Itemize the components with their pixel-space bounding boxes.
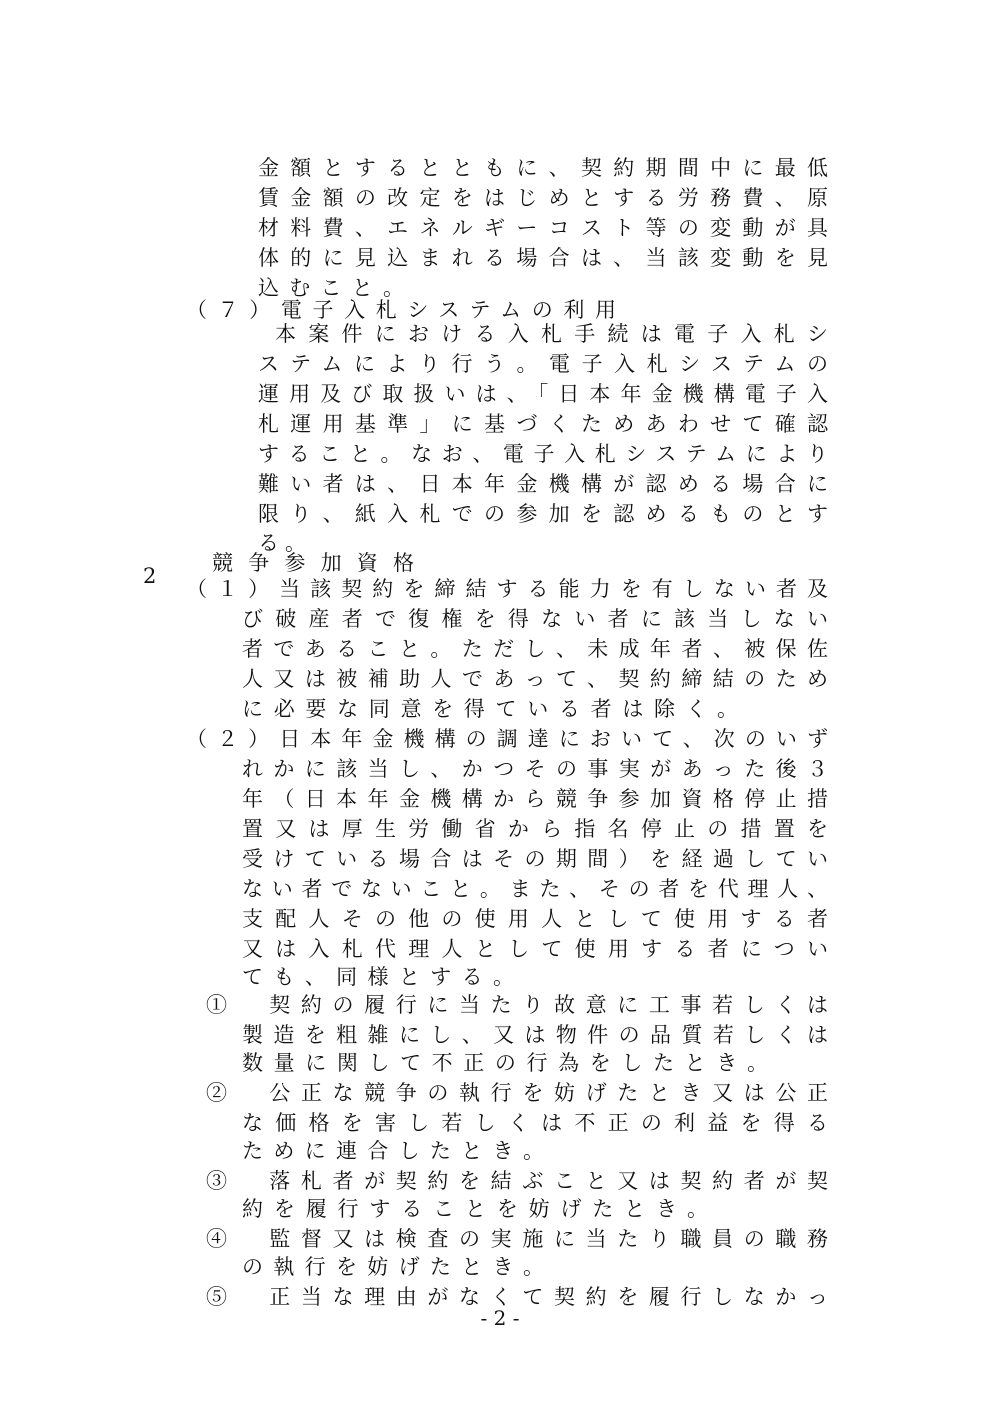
text-line: 人又は被補助人であって、契約締結のため — [242, 667, 839, 691]
text-line: ③ 落札者が契約を結ぶこと又は契約者が契 — [206, 1169, 839, 1193]
text-line: 約を履行することを妨げたとき。 — [242, 1197, 719, 1221]
text-line: 賃金額の改定をはじめとする労務費、原 — [258, 186, 840, 210]
text-line: 金額とするとともに、契約期間中に最低 — [258, 156, 840, 180]
text-line: 体的に見込まれる場合は、当該変動を見 — [258, 246, 840, 270]
text-line: な価格を害し若しくは不正の利益を得る — [242, 1111, 841, 1135]
text-line: すること。なお、電子入札システムにより — [258, 442, 838, 466]
text-line: 込むこと。 — [258, 276, 415, 300]
text-line: 受けている場合はその期間）を経過してい — [242, 847, 839, 871]
text-line: ために連合したとき。 — [242, 1139, 555, 1163]
text-line: 競争参加資格 — [212, 551, 430, 575]
text-line: び破産者で復権を得ない者に該当しない — [242, 607, 841, 631]
page-number: - 2 - — [480, 1306, 520, 1330]
text-line: 製造を粗雑にし、又は物件の品質若しくは — [242, 1023, 839, 1047]
text-line: 又は入札代理人として使用する者につい — [242, 937, 841, 961]
text-line: （７）電子入札システムの利用 — [186, 298, 627, 322]
text-line: 年（日本年金機構から競争参加資格停止措 — [242, 787, 839, 811]
text-line: （１）当該契約を締結する能力を有しない者及 — [186, 577, 839, 601]
text-line: ④ 監督又は検査の実施に当たり職員の職務 — [206, 1227, 839, 1251]
text-line: 数量に関して不正の行為をしたとき。 — [242, 1051, 779, 1075]
text-line: 者であること。ただし、未成年者、被保佐 — [242, 637, 839, 661]
text-line: ⑤ 正当な理由がなくて契約を履行しなかっ — [206, 1285, 839, 1309]
text-line: ② 公正な競争の執行を妨げたとき又は公正 — [206, 1081, 839, 1105]
text-line: ステムにより行う。電子入札システムの — [258, 352, 840, 376]
text-line: れかに該当し、かつその事実があった後３ — [242, 757, 839, 781]
text-line: に必要な同意を得ている者は除く。 — [242, 697, 749, 721]
text-line: 運用及び取扱いは、「日本年金機構電子入 — [258, 382, 839, 406]
text-line: 材料費、エネルギーコスト等の変動が具 — [258, 216, 840, 240]
section-number: 2 — [143, 564, 157, 588]
text-line: 本案件における入札手続は電子入札シ — [275, 322, 841, 346]
text-line: の執行を妨げたとき。 — [242, 1255, 555, 1279]
text-line: 支配人その他の使用人として使用する者 — [242, 907, 841, 931]
text-line: ① 契約の履行に当たり故意に工事若しくは — [206, 993, 839, 1017]
text-line: 置又は厚生労働省から指名停止の措置を — [242, 817, 841, 841]
text-line: ない者でないこと。また、その者を代理人、 — [242, 877, 837, 901]
text-line: 難い者は、日本年金機構が認める場合に — [258, 472, 840, 496]
text-line: 札運用基準」に基づくためあわせて確認 — [258, 412, 840, 436]
text-line: ても、同様とする。 — [242, 965, 525, 989]
text-line: る。 — [258, 531, 312, 555]
text-line: （２）日本年金機構の調達において、次のいず — [186, 727, 839, 751]
text-line: 限り、紙入札での参加を認めるものとす — [258, 502, 840, 526]
